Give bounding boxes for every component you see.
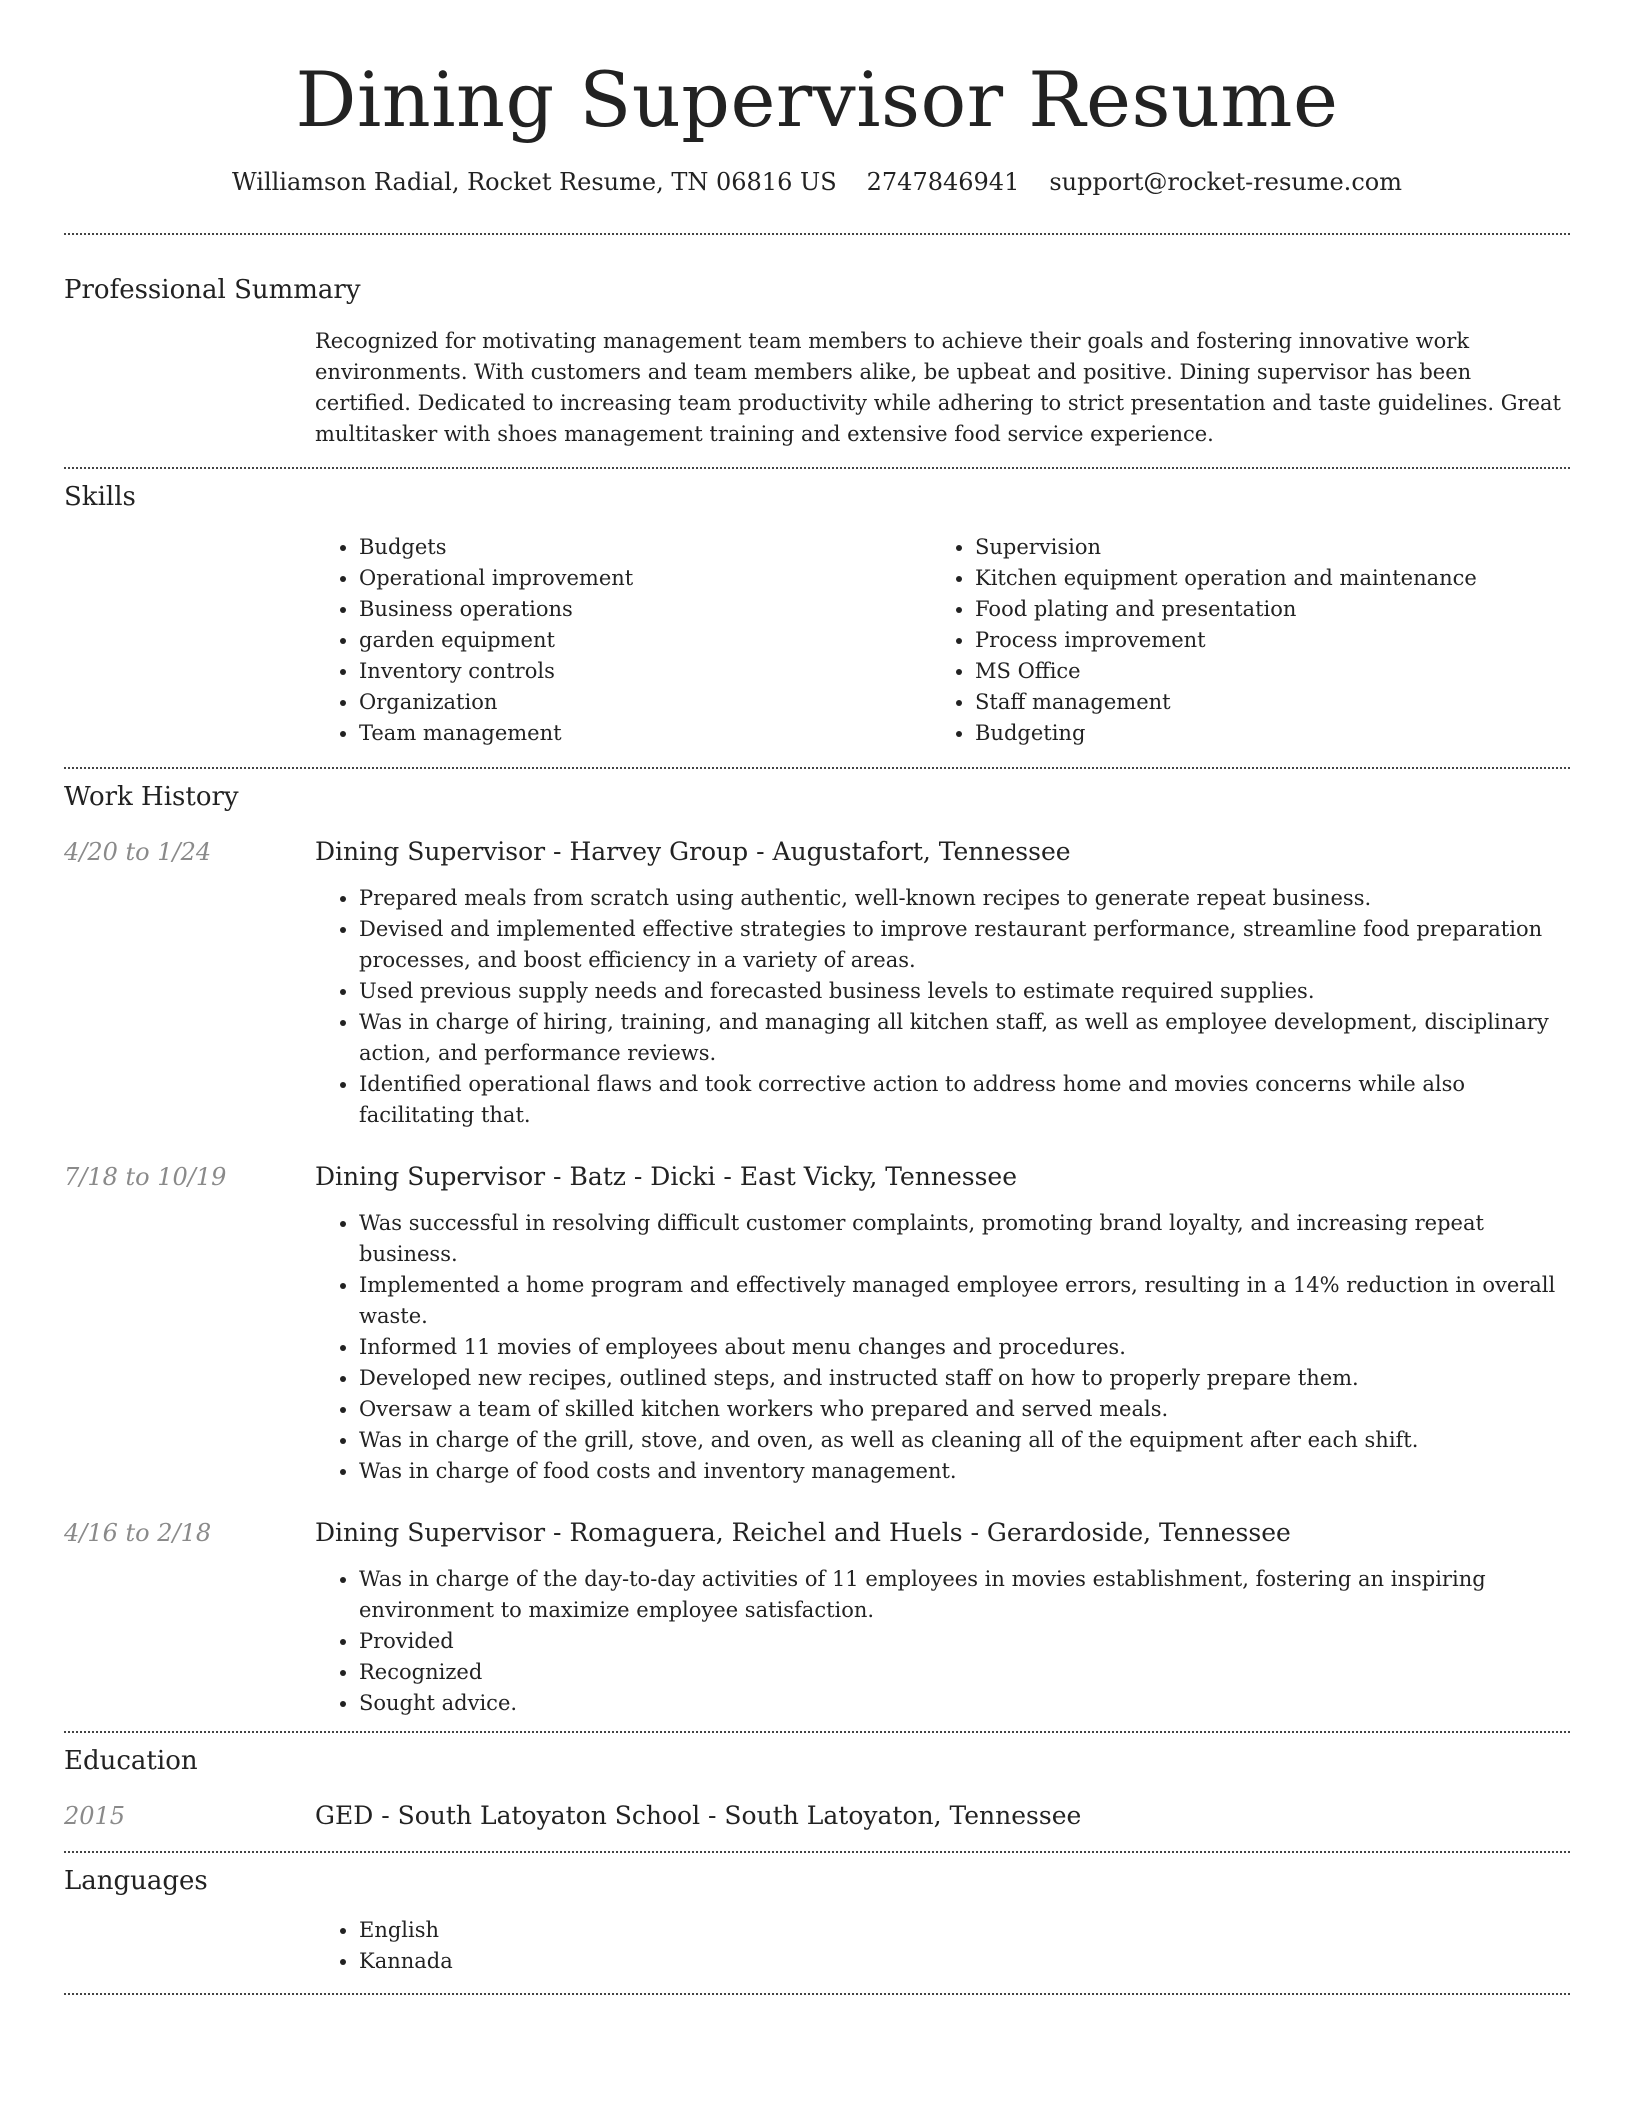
- skill-item: • Organization: [359, 687, 931, 718]
- education-entries: [64, 1799, 1570, 1833]
- work-bullet: • Was in charge of the grill, stove, and oven, as well as cleaning all of the equipment after each shift.: [359, 1425, 1570, 1456]
- education-entry-title: GED - South Latoyaton School - South Latoyaton, Tennessee: [315, 1801, 1082, 1830]
- work-entry-dates: 4/20 to 1/24: [64, 838, 212, 866]
- contact-email: support@rocket-resume.com: [1049, 168, 1402, 196]
- languages-section: [64, 1853, 1570, 1977]
- skill-item: • garden equipment: [359, 625, 931, 656]
- education-entry-date: 2015: [64, 1802, 126, 1830]
- skills-column-left: [315, 532, 931, 749]
- work-entry-bullets: [315, 1208, 1570, 1487]
- skill-item: • Kitchen equipment operation and maintenance: [975, 563, 1547, 594]
- work-bullet: • Recognized: [359, 1657, 1570, 1688]
- summary-heading: Professional Summary: [64, 275, 361, 305]
- work-bullet: • Was in charge of the day-to-day activities of 11 employees in movies establishment, fostering an inspiring environment to maximize employee satisfaction.: [359, 1564, 1570, 1626]
- education-entry: [64, 1799, 1570, 1833]
- skills-list-right: [931, 532, 1547, 749]
- language-item: • English: [359, 1915, 1570, 1946]
- divider: [64, 1993, 1570, 1995]
- work-bullet: • Was in charge of hiring, training, and managing all kitchen staff, as well as employee development, disciplinary action, and performance reviews.: [359, 1007, 1570, 1069]
- work-entry: [64, 1160, 1570, 1487]
- skill-item: • Inventory controls: [359, 656, 931, 687]
- work-bullet: • Identified operational flaws and took corrective action to address home and movies concerns while also facilitating that.: [359, 1069, 1570, 1131]
- skill-item: • Budgets: [359, 532, 931, 563]
- education-heading: Education: [64, 1746, 198, 1776]
- work-bullet: • Informed 11 movies of employees about menu changes and procedures.: [359, 1332, 1570, 1363]
- work-bullet: • Provided: [359, 1626, 1570, 1657]
- work-entry-dates: 7/18 to 10/19: [64, 1163, 227, 1191]
- work-entry-dates: 4/16 to 2/18: [64, 1519, 212, 1547]
- skills-list-left: [315, 532, 931, 749]
- work-entry: [64, 1516, 1570, 1719]
- skills-heading: Skills: [64, 482, 136, 512]
- work-bullet: • Used previous supply needs and forecasted business levels to estimate required supplies.: [359, 976, 1570, 1007]
- skill-item: • MS Office: [975, 656, 1547, 687]
- work-heading: Work History: [64, 782, 239, 812]
- skill-item: • Staff management: [975, 687, 1547, 718]
- work-entry-title: Dining Supervisor - Romaguera, Reichel and Huels - Gerardoside, Tennessee: [315, 1518, 1291, 1547]
- work-bullet: • Oversaw a team of skilled kitchen workers who prepared and served meals.: [359, 1394, 1570, 1425]
- work-entries: [64, 835, 1570, 1719]
- skill-item: • Food plating and presentation: [975, 594, 1547, 625]
- education-section: [64, 1733, 1570, 1833]
- work-entry-title: Dining Supervisor - Batz - Dicki - East Vicky, Tennessee: [315, 1162, 1018, 1191]
- summary-section: [64, 235, 1570, 450]
- work-entry-title: Dining Supervisor - Harvey Group - Augustafort, Tennessee: [315, 837, 1071, 866]
- skills-section: [64, 469, 1570, 749]
- languages-heading: Languages: [64, 1866, 208, 1896]
- work-entry-bullets: [315, 883, 1570, 1131]
- summary-text: Recognized for motivating management team members to achieve their goals and fostering innovative work environments. With customers and team members alike, be upbeat and positive. Dining supervisor has been certified. Dedicated to increasing team productivity while adhering to strict presentation and taste guidelines. Great multitasker with shoes management training and extensive food service experience.: [315, 329, 1561, 446]
- work-bullet: • Devised and implemented effective strategies to improve restaurant performance, streamline food preparation processes, and boost efficiency in a variety of areas.: [359, 914, 1570, 976]
- work-entry: [64, 835, 1570, 1131]
- skills-grid: [315, 532, 1570, 749]
- work-bullet: • Was in charge of food costs and inventory management.: [359, 1456, 1570, 1487]
- language-item: • Kannada: [359, 1946, 1570, 1977]
- skill-item: • Business operations: [359, 594, 931, 625]
- contact-phone: 2747846941: [866, 168, 1020, 196]
- skill-item: • Team management: [359, 718, 931, 749]
- work-bullet: • Prepared meals from scratch using authentic, well-known recipes to generate repeat business.: [359, 883, 1570, 914]
- skill-item: • Process improvement: [975, 625, 1547, 656]
- skill-item: • Budgeting: [975, 718, 1547, 749]
- contact-address: Williamson Radial, Rocket Resume, TN 06816 US: [232, 168, 837, 196]
- work-bullet: • Developed new recipes, outlined steps, and instructed staff on how to properly prepare them.: [359, 1363, 1570, 1394]
- resume-title: Dining Supervisor Resume: [295, 55, 1339, 144]
- work-bullet: • Implemented a home program and effectively managed employee errors, resulting in a 14% reduction in overall waste.: [359, 1270, 1570, 1332]
- skill-item: • Operational improvement: [359, 563, 931, 594]
- work-entry-bullets: [315, 1564, 1570, 1719]
- languages-list: [315, 1915, 1570, 1977]
- work-section: [64, 769, 1570, 1719]
- work-bullet: • Sought advice.: [359, 1688, 1570, 1719]
- skill-item: • Supervision: [975, 532, 1547, 563]
- work-bullet: • Was successful in resolving difficult customer complaints, promoting brand loyalty, and increasing repeat business.: [359, 1208, 1570, 1270]
- resume-page: [64, 0, 1570, 1995]
- skills-column-right: [931, 532, 1547, 749]
- contact-line: [64, 166, 1570, 198]
